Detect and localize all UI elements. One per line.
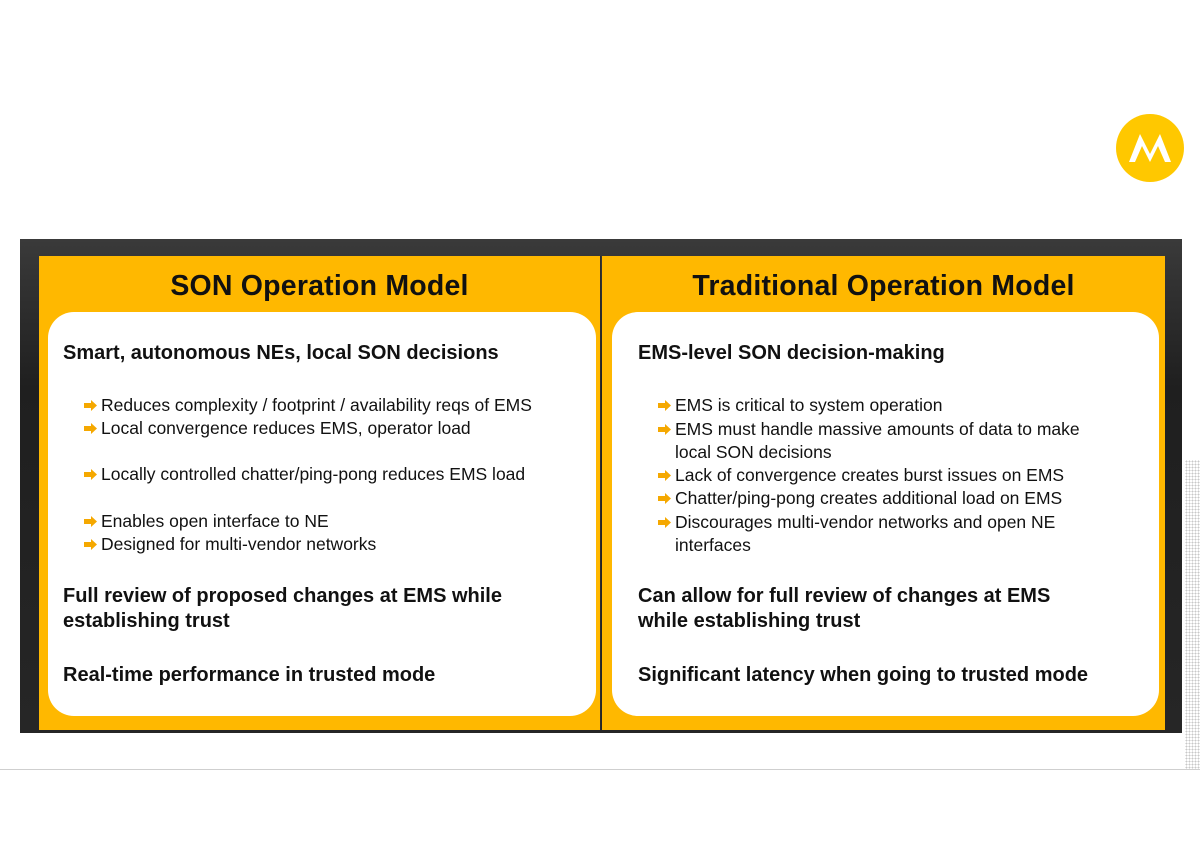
panel-title: SON Operation Model bbox=[170, 270, 469, 302]
son-operation-model-panel bbox=[39, 256, 601, 730]
arrow-bullet-icon bbox=[658, 517, 672, 528]
traditional-model-card bbox=[612, 312, 1159, 716]
card-heading: EMS-level SON decision-making bbox=[638, 342, 945, 364]
arrow-bullet-icon bbox=[658, 400, 672, 411]
bullet-item: EMS must handle massive amounts of data to make local SON decisions bbox=[658, 418, 1080, 464]
arrow-bullet-icon bbox=[84, 423, 98, 434]
bullet-item: Reduces complexity / footprint / availability reqs of EMS bbox=[84, 394, 532, 417]
card-heading: Can allow for full review of changes at EMS bbox=[638, 585, 1051, 607]
bullet-item: Enables open interface to NE bbox=[84, 510, 329, 533]
card-heading: Significant latency when going to trusted mode bbox=[638, 664, 1089, 686]
arrow-bullet-icon bbox=[84, 539, 98, 550]
dotted-edge-pattern bbox=[1185, 460, 1200, 770]
bullet-item: EMS is critical to system operation bbox=[658, 394, 942, 417]
card-heading: Real-time performance in trusted mode bbox=[63, 664, 436, 686]
bullet-item: Discourages multi-vendor networks and open NE interfaces bbox=[658, 511, 1055, 557]
card-heading: Full review of proposed changes at EMS while bbox=[63, 585, 502, 607]
bullet-item: Locally controlled chatter/ping-pong reduces EMS load bbox=[84, 463, 525, 486]
arrow-bullet-icon bbox=[84, 516, 98, 527]
panel-title: Traditional Operation Model bbox=[692, 270, 1075, 302]
footer-divider bbox=[0, 769, 1200, 770]
arrow-bullet-icon bbox=[84, 400, 98, 411]
bullet-item: Local convergence reduces EMS, operator load bbox=[84, 417, 471, 440]
arrow-bullet-icon bbox=[84, 469, 98, 480]
comparison-frame bbox=[20, 239, 1182, 733]
arrow-bullet-icon bbox=[658, 424, 672, 435]
bullet-item: Chatter/ping-pong creates additional load on EMS bbox=[658, 487, 1062, 510]
bullet-item: Designed for multi-vendor networks bbox=[84, 533, 376, 556]
card-heading: Smart, autonomous NEs, local SON decisions bbox=[63, 342, 499, 364]
traditional-operation-model-panel bbox=[602, 256, 1165, 730]
card-heading: while establishing trust bbox=[638, 610, 861, 632]
bullet-item: Lack of convergence creates burst issues on EMS bbox=[658, 464, 1064, 487]
card-heading: establishing trust bbox=[63, 610, 230, 632]
arrow-bullet-icon bbox=[658, 470, 672, 481]
son-model-card bbox=[48, 312, 596, 716]
arrow-bullet-icon bbox=[658, 493, 672, 504]
motorola-logo-icon bbox=[1116, 114, 1184, 182]
